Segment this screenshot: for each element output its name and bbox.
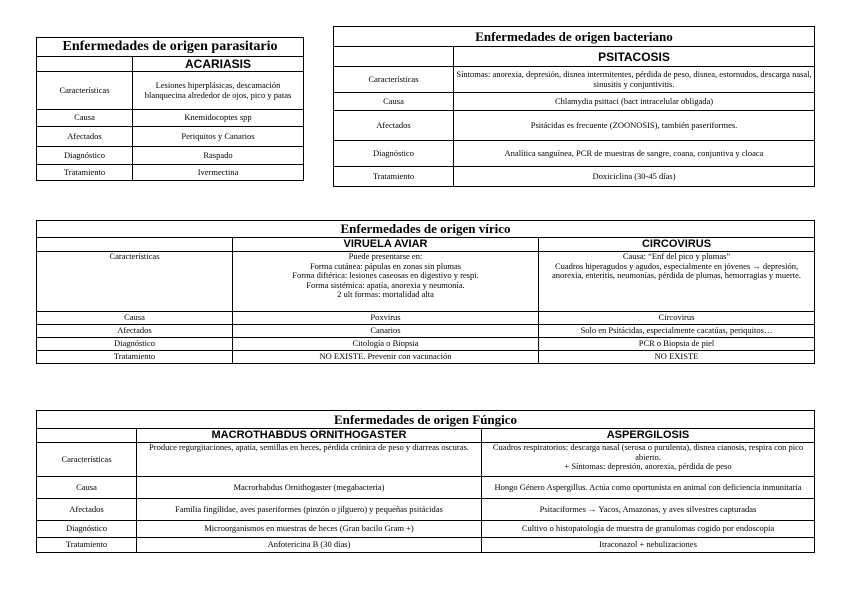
- text-line: Causa: “Enf del pico y plumas”: [622, 251, 731, 261]
- row-label: Características: [37, 72, 133, 110]
- row-label: Tratamiento: [334, 167, 454, 187]
- row-label: Diagnóstico: [37, 147, 133, 165]
- empty-cell: [37, 429, 137, 443]
- row-value-1: NO EXISTE. Prevenir con vacunación: [233, 351, 539, 364]
- table-parasitario: [36, 37, 304, 181]
- row-label: Causa: [37, 477, 137, 499]
- row-label: Afectados: [37, 499, 137, 521]
- row-value: Síntomas: anorexia, depresión, disnea intermitentes, pérdida de peso, disnea, estornudos, descarga nasal, sinusitis y conjuntivitis.: [454, 67, 815, 93]
- row-label: Afectados: [334, 111, 454, 141]
- empty-cell: [37, 57, 133, 72]
- row-label: Afectados: [37, 325, 233, 338]
- text-line: Puede presentarse en:: [348, 251, 423, 261]
- table-title: Enfermedades de origen bacteriano: [334, 27, 815, 47]
- row-label: Afectados: [37, 127, 133, 147]
- text-line: Forma cutánea: pápulas en zonas sin plumas: [309, 260, 462, 271]
- row-value-2: Itraconazol + nebulizaciones: [482, 538, 815, 553]
- table-bacteriano: [333, 26, 815, 187]
- table-title: Enfermedades de origen vírico: [37, 221, 815, 238]
- row-label: Características: [334, 67, 454, 93]
- row-value-2: PCR o Biopsia de piel: [539, 338, 815, 351]
- row-value: Doxiciclina (30-45 días): [454, 167, 815, 187]
- row-value: Chlamydia psittaci (bact intracelular obligada): [454, 93, 815, 111]
- disease-name: ACARIASIS: [133, 57, 304, 72]
- table-title: Enfermedades de origen Fúngico: [37, 411, 815, 429]
- row-value: Psitácidas es frecuente (ZOONOSIS), también paseriformes.: [454, 111, 815, 141]
- row-value-1: Produce regurgitaciones, apatía, semillas en heces, pérdida crónica de peso y diarreas oscuras.: [137, 443, 482, 477]
- disease-name-2: CIRCOVIRUS: [539, 238, 815, 252]
- row-value: Ivermectina: [133, 165, 304, 181]
- row-label: Causa: [37, 110, 133, 127]
- disease-name-1: VIRUELA AVIAR: [233, 238, 539, 252]
- text-line: + Síntomas: depresión, anorexia, pérdida de peso: [564, 461, 732, 471]
- row-value: Knemidocoptes spp: [133, 110, 304, 127]
- disease-name-2: ASPERGILOSIS: [482, 429, 815, 443]
- row-value-2: [482, 443, 815, 477]
- row-value-2: Psitaciformes → Yacos, Amazonas, y aves silvestres capturadas: [482, 499, 815, 521]
- disease-name-1: MACROTHABDUS ORNITHOGASTER: [137, 429, 482, 443]
- row-label: Diagnóstico: [334, 141, 454, 167]
- table-fungico: [36, 410, 815, 553]
- text-line: Cuadros respiratorios: descarga nasal (serosa o purulenta), disnea cianosis, respira con pico abierto.: [492, 442, 804, 462]
- row-value-2: Hongo Género Aspergillus. Actúa como oportunista en animal con deficiencia inmunitaria: [482, 477, 815, 499]
- row-value: Analítica sanguínea, PCR de muestras de sangre, coana, conjuntiva y cloaca: [454, 141, 815, 167]
- row-label: Tratamiento: [37, 538, 137, 553]
- row-label: Características: [37, 443, 137, 477]
- empty-cell: [334, 47, 454, 67]
- row-label: Causa: [37, 312, 233, 325]
- row-value: Raspado: [133, 147, 304, 165]
- row-value-2: Circovirus: [539, 312, 815, 325]
- row-value-1: Poxvirus: [233, 312, 539, 325]
- table-virico: [36, 220, 815, 364]
- row-label: Diagnóstico: [37, 338, 233, 351]
- text-line: 2 ult formas: mortalidad alta: [337, 289, 434, 299]
- row-label: Características: [37, 252, 233, 312]
- row-label: Diagnóstico: [37, 521, 137, 538]
- row-value-1: Citología o Biopsia: [233, 338, 539, 351]
- row-value-1: [233, 252, 539, 312]
- row-value-1: Familia fingílidae, aves paseriformes (pinzón o jilguero) y pequeñas psitácidas: [137, 499, 482, 521]
- table-title: Enfermedades de origen parasitario: [37, 38, 304, 57]
- row-label: Tratamiento: [37, 165, 133, 181]
- text-line: Cuadros hiperagudos y agudos, especialmente en jóvenes → depresión, anorexia, enteritis, neumonías, pérdida de plumas, hemorragias y muerte.: [552, 260, 802, 280]
- row-value-1: Macrorhabdus Ornithogaster (megabacteria): [137, 477, 482, 499]
- row-value-1: Microorganismos en muestras de heces (Gran bacilo Gram +): [137, 521, 482, 538]
- disease-name: PSITACOSIS: [454, 47, 815, 67]
- empty-cell: [37, 238, 233, 252]
- row-value-1: Canarios: [233, 325, 539, 338]
- row-value-2: Cultivo o histopatología de muestra de granulomas cogido por endoscopia: [482, 521, 815, 538]
- row-label: Tratamiento: [37, 351, 233, 364]
- text-line: Forma sistémica: apatía, anorexia y neumonía.: [306, 279, 465, 290]
- row-value-1: Anfotericina B (30 días): [137, 538, 482, 553]
- row-value-2: [539, 252, 815, 312]
- row-value-2: NO EXISTE: [539, 351, 815, 364]
- row-value: Periquitos y Canarios: [133, 127, 304, 147]
- row-label: Causa: [334, 93, 454, 111]
- row-value-2: Solo en Psitácidas, especialmente cacatúas, periquitos…: [539, 325, 815, 338]
- row-value: Lesiones hiperplásicas, descamación blanquecina alrededor de ojos, pico y patas: [133, 72, 304, 110]
- text-line: Forma diftérica: lesiones caseosas en digestivo y respi.: [292, 270, 479, 280]
